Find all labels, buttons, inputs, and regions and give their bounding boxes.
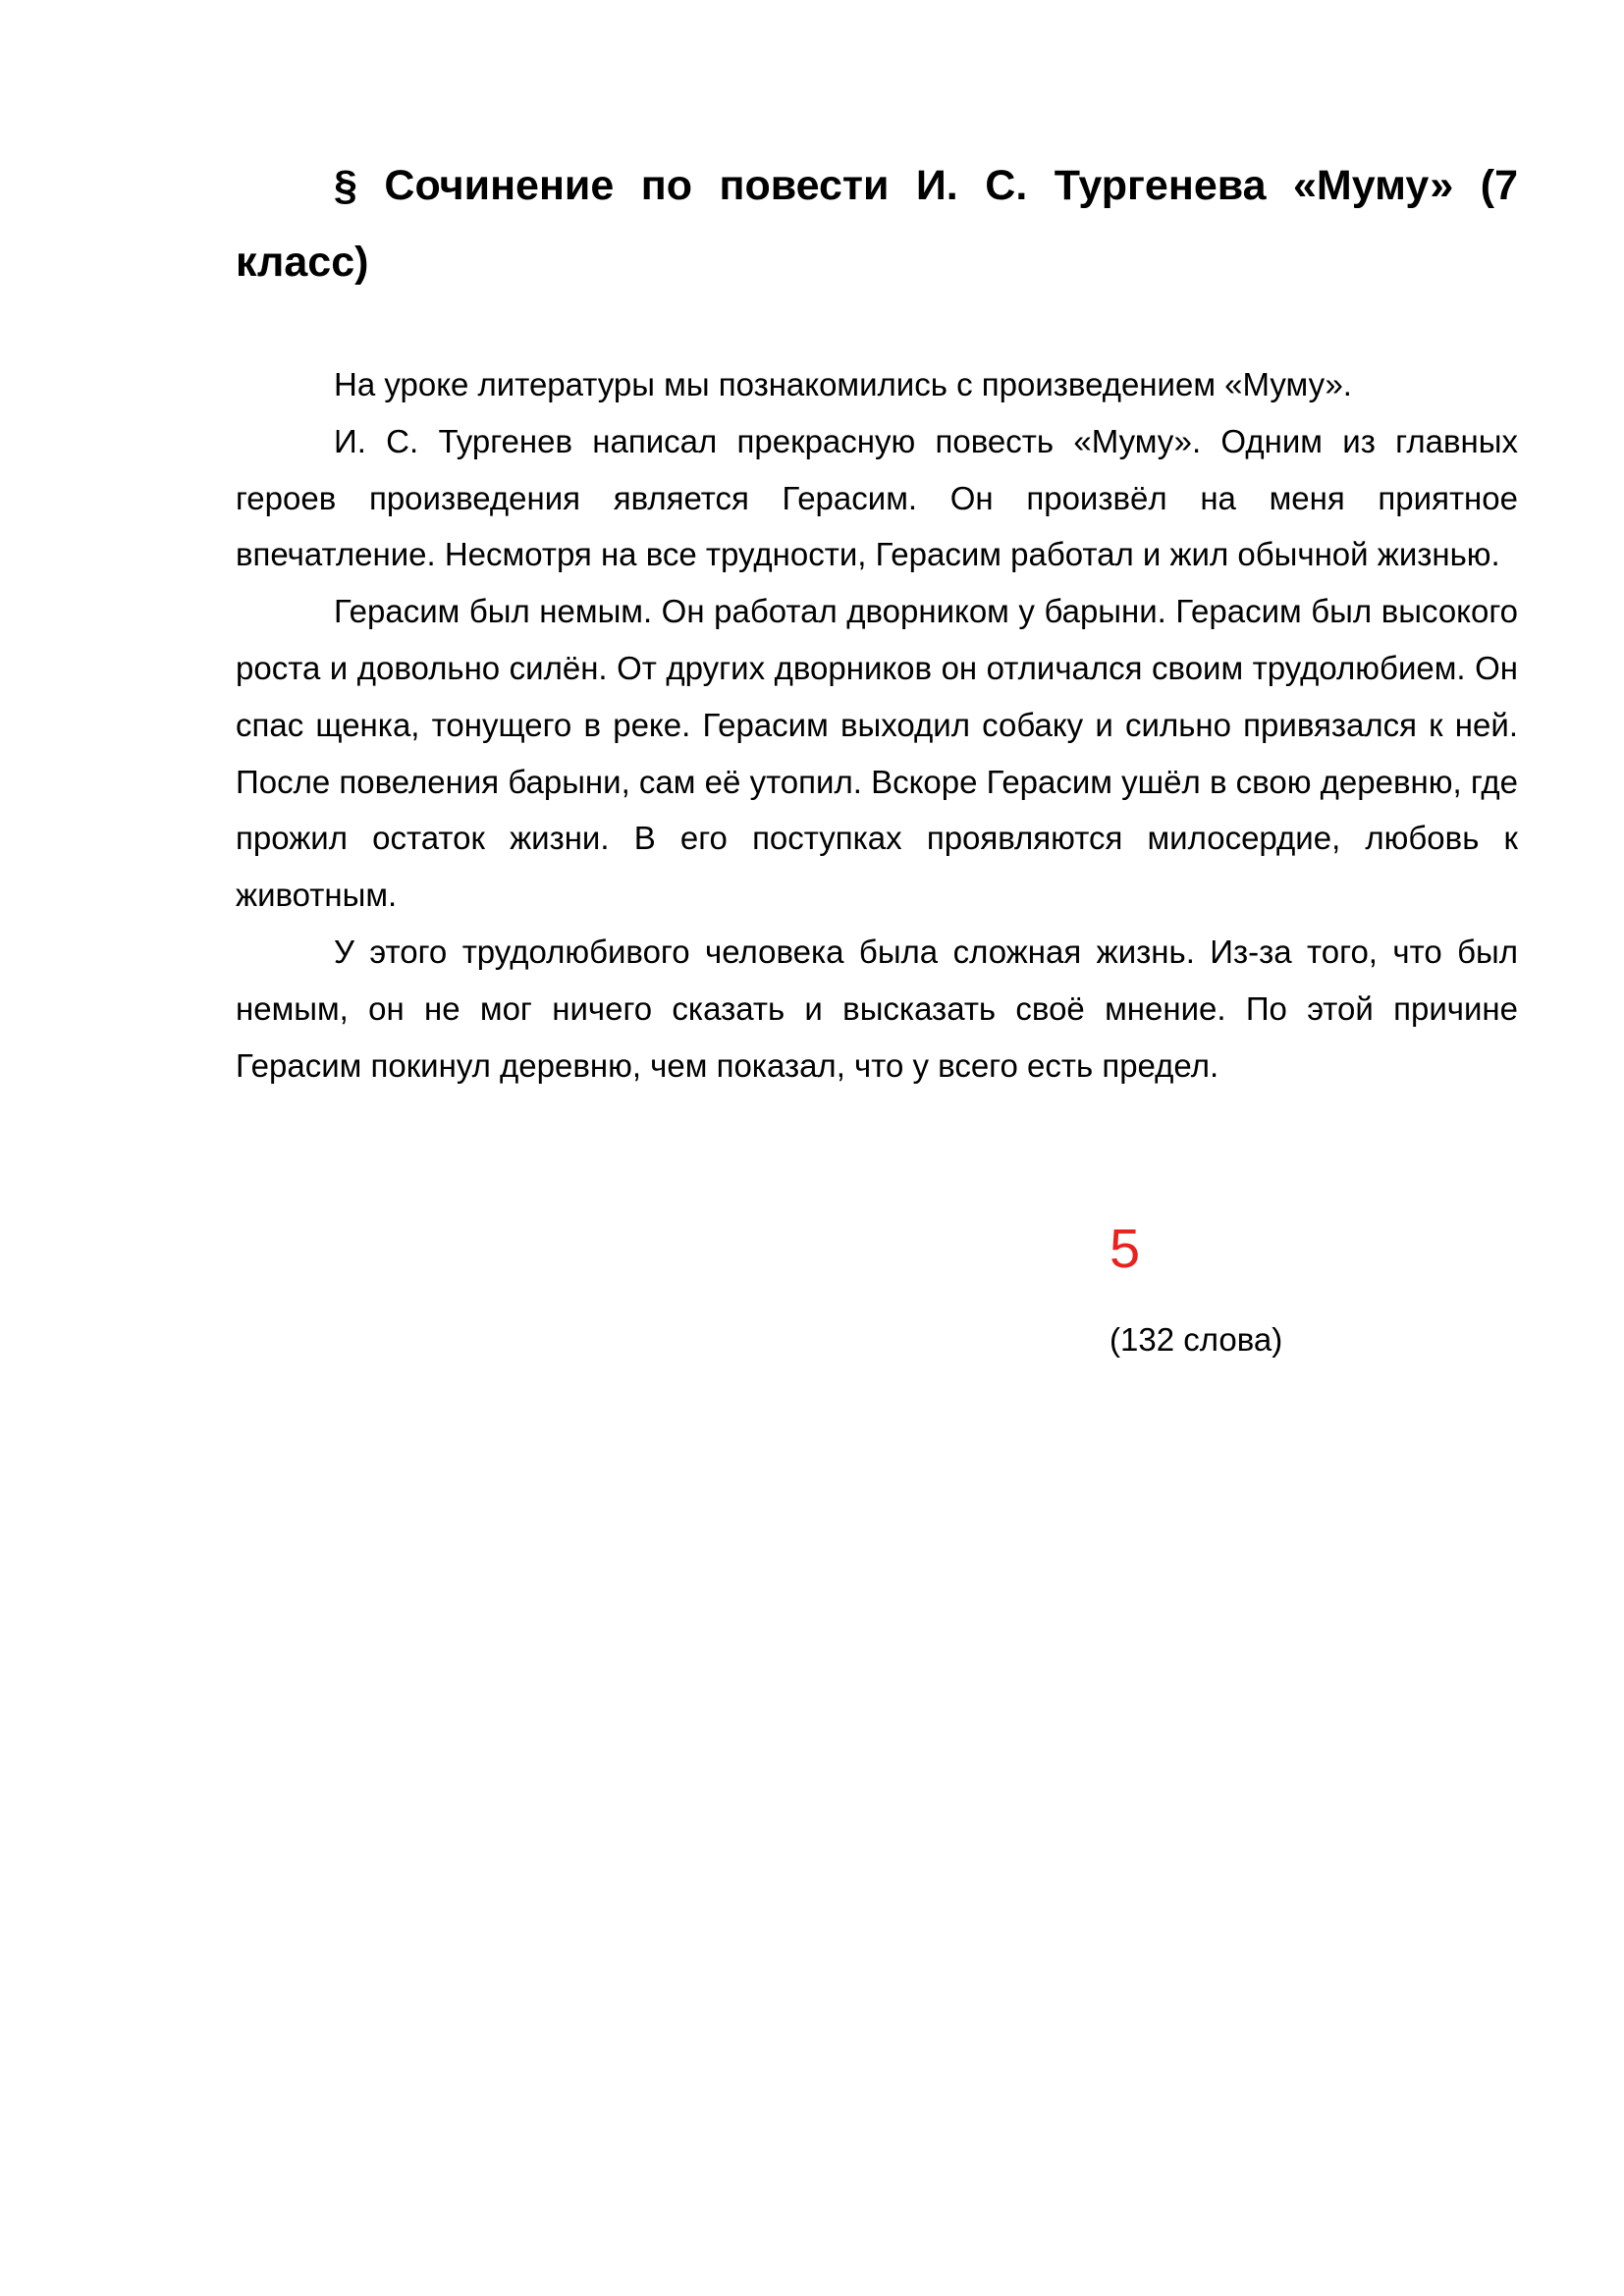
- essay-body: [236, 356, 1518, 1094]
- paragraph: У этого трудолюбивого человека была сложная жизнь. Из-за того, что был немым, он не мог ничего сказать и высказать своё мнение. По этой причине Герасим покинул деревню, чем показал, что у всего есть предел.: [236, 933, 1518, 1084]
- essay-title: § Сочинение по повести И. С. Тургенева «Муму» (7 класс): [236, 162, 1518, 286]
- grade-mark: 5: [1110, 1217, 1141, 1279]
- paragraph: Герасим был немым. Он работал дворником у барыни. Герасим был высокого роста и довольно силён. От других дворников он отличался своим трудолюбием. Он спас щенка, тонущего в реке. Герасим выходил собаку и сильно привязался к ней. После повеления барыни, сам её утопил. Вскоре Герасим ушёл в свою деревню, где прожил остаток жизни. В его поступках проявляются милосердие, любовь к животным.: [236, 593, 1518, 914]
- paragraph: И. С. Тургенев написал прекрасную повесть «Муму». Одним из главных героев произведения является Герасим. Он произвёл на меня приятное впечатление. Несмотря на все трудности, Герасим работал и жил обычной жизнью.: [236, 422, 1518, 573]
- word-count: (132 слова): [1110, 1321, 1283, 1358]
- essay-page: [236, 147, 1518, 1094]
- paragraph: На уроке литературы мы познакомились с произведением «Муму».: [334, 366, 1352, 402]
